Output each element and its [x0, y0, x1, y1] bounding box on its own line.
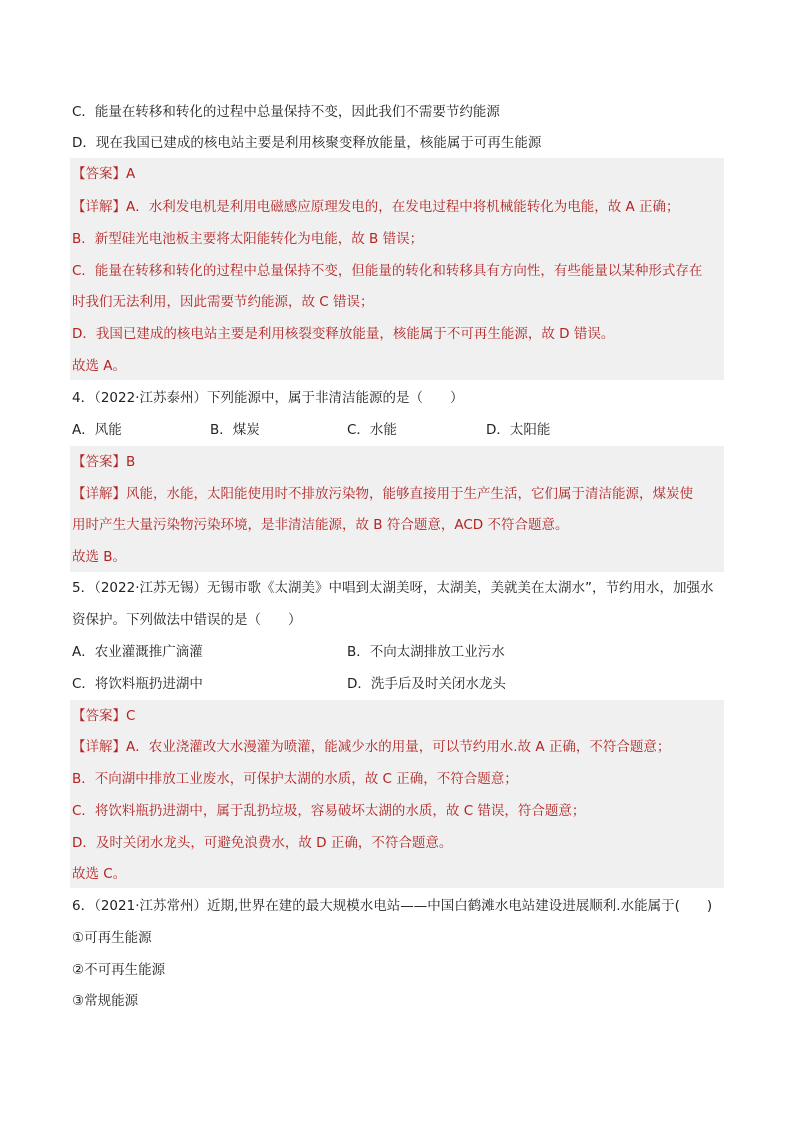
q5-option-b: B．不向太湖排放工业污水 [347, 644, 505, 660]
q4-option-d: D．太阳能 [486, 422, 551, 438]
detail-line: 【详解】A．农业浇灌改大水漫灌为喷灌，能减少水的用量，可以节约用水.故 A 正确，不符合题意； [72, 739, 671, 755]
detail-line: 时我们无法利用，因此需要节约能源，故 C 错误； [72, 294, 374, 310]
detail-line: D．我国已建成的核电站主要是利用核裂变释放能量，核能属于不可再生能源，故 D 错误。 [72, 326, 615, 342]
q5-option-d: D．洗手后及时关闭水龙头 [347, 676, 506, 692]
q4-option-a: A．风能 [72, 422, 122, 438]
q5-option-a: A．农业灌溉推广滴灌 [72, 644, 203, 660]
answer-label: 【答案】C [72, 708, 136, 724]
answer-label: 【答案】A [72, 166, 136, 182]
detail-line: 【详解】A．水利发电机是利用电磁感应原理发电的，在发电过程中将机械能转化为电能，故 A 正确； [72, 199, 680, 215]
conclusion: 故选 B。 [72, 549, 127, 565]
q6-item-2: ②不可再生能源 [72, 962, 166, 978]
q4-option-c: C．水能 [347, 422, 397, 438]
conclusion: 故选 C。 [72, 866, 127, 882]
detail-line: C．能量在转移和转化的过程中总量保持不变，但能量的转化和转移具有方向性，有些能量以某种形式存在 [72, 263, 703, 279]
answer-block-q5 [70, 700, 724, 888]
option-d-prev: D．现在我国已建成的核电站主要是利用核聚变释放能量，核能属于可再生能源 [72, 135, 542, 151]
detail-line: 用时产生大量污染物污染环境，是非清洁能源，故 B 符合题意，ACD 不符合题意。 [72, 517, 569, 533]
q6-item-3: ③常规能源 [72, 993, 139, 1009]
question-6-stem: 6．（2021·江苏常州）近期,世界在建的最大规模水电站——中国白鹤滩水电站建设进展顺利.水能属于( ) [72, 898, 713, 914]
detail-line: C．将饮料瓶扔进湖中，属于乱扔垃圾，容易破坏太湖的水质，故 C 错误，符合题意； [72, 803, 586, 819]
option-c-prev: C．能量在转移和转化的过程中总量保持不变，因此我们不需要节约能源 [72, 104, 500, 120]
detail-line: 【详解】风能，水能，太阳能使用时不排放污染物，能够直接用于生产生活，它们属于清洁能源，煤炭使 [72, 486, 693, 502]
detail-line: B．新型硅光电池板主要将太阳能转化为电能，故 B 错误； [72, 231, 424, 247]
answer-block-q4 [70, 446, 724, 572]
question-5-stem: 5．（2022·江苏无锡）无锡市歌《太湖美》中唱到太湖美呀，太湖美，美就美在太湖水”，节约用水，加强水 [72, 580, 714, 596]
detail-line: D．及时关闭水龙头，可避免浪费水，故 D 正确，不符合题意。 [72, 835, 453, 851]
conclusion: 故选 A。 [72, 358, 127, 374]
question-4-stem: 4．（2022·江苏泰州）下列能源中，属于非清洁能源的是（ ） [72, 390, 464, 406]
question-5-stem-cont: 资保护。下列做法中错误的是（ ） [72, 612, 302, 628]
q5-option-c: C．将饮料瓶扔进湖中 [72, 676, 203, 692]
q6-item-1: ①可再生能源 [72, 930, 152, 946]
answer-label: 【答案】B [72, 454, 136, 470]
detail-line: B．不向湖中排放工业废水，可保护太湖的水质，故 C 正确，不符合题意； [72, 771, 518, 787]
q4-option-b: B．煤炭 [210, 422, 260, 438]
